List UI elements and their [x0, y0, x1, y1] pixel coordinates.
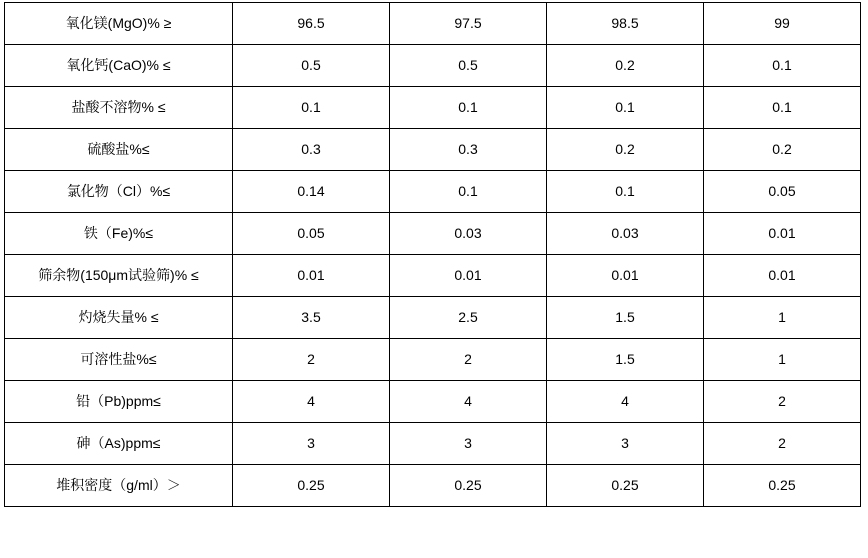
- parameter-label: 盐酸不溶物% ≤: [71, 99, 166, 116]
- parameter-cell: [5, 87, 233, 129]
- value-cell: 0.01: [704, 213, 861, 255]
- value-cell: 0.01: [233, 255, 390, 297]
- value-cell: 3: [547, 423, 704, 465]
- parameter-label: 灼烧失量% ≤: [78, 309, 159, 326]
- value-cell: 0.5: [390, 45, 547, 87]
- table-body: [5, 3, 861, 507]
- value-cell: 0.1: [704, 45, 861, 87]
- table-row: [5, 297, 861, 339]
- parameter-cell: [5, 381, 233, 423]
- parameter-label: 硫酸盐%≤: [87, 141, 150, 158]
- value-cell: 0.01: [704, 255, 861, 297]
- value-cell: 0.01: [390, 255, 547, 297]
- parameter-label: 铅（Pb)ppm≤: [76, 393, 161, 410]
- table-row: [5, 381, 861, 423]
- parameter-label: 氧化镁(MgO)% ≥: [65, 15, 172, 32]
- parameter-cell: [5, 297, 233, 339]
- value-cell: 2: [233, 339, 390, 381]
- value-cell: 2: [390, 339, 547, 381]
- table-row: [5, 213, 861, 255]
- value-cell: 0.2: [704, 129, 861, 171]
- table-row: [5, 87, 861, 129]
- parameter-cell: [5, 255, 233, 297]
- value-cell: 0.01: [547, 255, 704, 297]
- value-cell: 0.2: [547, 45, 704, 87]
- value-cell: 0.1: [390, 87, 547, 129]
- parameter-cell: [5, 3, 233, 45]
- parameter-cell: [5, 339, 233, 381]
- parameter-cell: [5, 423, 233, 465]
- parameter-label: 筛余物(150μm试验筛)% ≤: [38, 267, 199, 284]
- value-cell: 2: [704, 423, 861, 465]
- table-row: [5, 3, 861, 45]
- value-cell: 3: [233, 423, 390, 465]
- value-cell: 0.5: [233, 45, 390, 87]
- value-cell: 0.03: [547, 213, 704, 255]
- parameter-label: 氯化物（Cl）%≤: [66, 183, 171, 200]
- parameter-cell: [5, 45, 233, 87]
- value-cell: 0.3: [233, 129, 390, 171]
- value-cell: 99: [704, 3, 861, 45]
- value-cell: 98.5: [547, 3, 704, 45]
- value-cell: 0.05: [704, 171, 861, 213]
- table-row: [5, 423, 861, 465]
- value-cell: 0.3: [390, 129, 547, 171]
- value-cell: 2.5: [390, 297, 547, 339]
- parameter-label: 堆积密度（g/ml）＞: [56, 477, 181, 494]
- table-row: [5, 339, 861, 381]
- value-cell: 0.03: [390, 213, 547, 255]
- value-cell: 0.1: [547, 87, 704, 129]
- value-cell: 0.1: [547, 171, 704, 213]
- value-cell: 0.25: [704, 465, 861, 507]
- value-cell: 0.25: [547, 465, 704, 507]
- value-cell: 0.25: [390, 465, 547, 507]
- specification-table: [4, 2, 861, 507]
- table-row: [5, 171, 861, 213]
- parameter-cell: [5, 213, 233, 255]
- value-cell: 0.25: [233, 465, 390, 507]
- value-cell: 4: [233, 381, 390, 423]
- value-cell: 3.5: [233, 297, 390, 339]
- table-row: [5, 465, 861, 507]
- table-row: [5, 255, 861, 297]
- parameter-label: 砷（As)ppm≤: [76, 435, 161, 452]
- value-cell: 0.14: [233, 171, 390, 213]
- table-row: [5, 129, 861, 171]
- parameter-label: 可溶性盐%≤: [80, 351, 157, 368]
- value-cell: 1.5: [547, 339, 704, 381]
- value-cell: 1.5: [547, 297, 704, 339]
- parameter-label: 氧化钙(CaO)% ≤: [66, 57, 171, 74]
- table-row: [5, 45, 861, 87]
- value-cell: 0.2: [547, 129, 704, 171]
- value-cell: 3: [390, 423, 547, 465]
- parameter-cell: [5, 171, 233, 213]
- value-cell: 0.05: [233, 213, 390, 255]
- value-cell: 0.1: [233, 87, 390, 129]
- value-cell: 2: [704, 381, 861, 423]
- value-cell: 97.5: [390, 3, 547, 45]
- value-cell: 0.1: [704, 87, 861, 129]
- value-cell: 4: [390, 381, 547, 423]
- value-cell: 96.5: [233, 3, 390, 45]
- parameter-cell: [5, 129, 233, 171]
- parameter-label: 铁（Fe)%≤: [83, 225, 154, 242]
- value-cell: 4: [547, 381, 704, 423]
- value-cell: 1: [704, 297, 861, 339]
- value-cell: 0.1: [390, 171, 547, 213]
- value-cell: 1: [704, 339, 861, 381]
- parameter-cell: [5, 465, 233, 507]
